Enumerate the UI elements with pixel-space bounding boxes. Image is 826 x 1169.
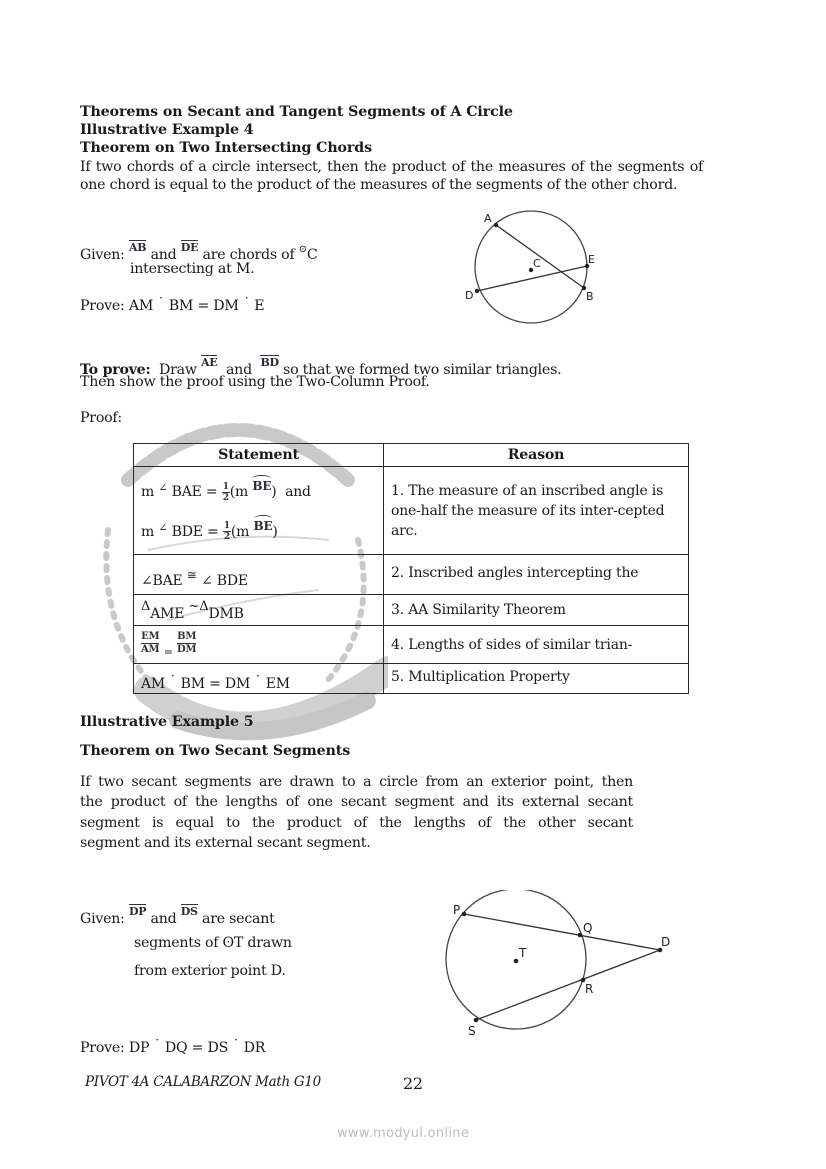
reason-text: 2. Inscribed angles intercepting the [391, 565, 639, 581]
segment-dp: DP [128, 905, 147, 918]
label-t: T [519, 946, 527, 960]
label-c: C [533, 257, 541, 270]
and-text: and [285, 484, 311, 500]
point-a [494, 223, 498, 227]
dot-icon: · [171, 669, 175, 683]
open-paren: (m [229, 484, 249, 500]
reason-cell [384, 664, 689, 694]
congruent-icon: ≅ [186, 568, 197, 582]
header-statement: Statement [134, 444, 384, 467]
and-text: and [150, 911, 177, 927]
statement-cell [134, 664, 384, 694]
reason-text: 3. AA Similarity Theorem [391, 602, 566, 618]
segment-ds: DS [180, 905, 198, 918]
statement-line [141, 519, 376, 543]
statement-cell [134, 595, 384, 626]
ratio-bm-dm [177, 631, 196, 656]
ratio-em-am [141, 631, 159, 656]
prove-term: DP [128, 1040, 150, 1056]
prove-5 [80, 1031, 265, 1057]
term: EM [265, 676, 290, 692]
triangle-icon: Δ [199, 598, 209, 614]
given-rest: are secant [202, 911, 275, 927]
website-watermark: www.modyul.online [337, 1126, 470, 1141]
to-prove-line2: Then show the proof using the Two-Column Proof. [80, 374, 430, 390]
dot-icon: · [234, 1033, 238, 1047]
secant-dp [464, 914, 660, 950]
theorem-5-statement [80, 772, 633, 853]
table-row [134, 467, 689, 555]
fraction-half [223, 521, 231, 542]
intersecting-chords-diagram [455, 205, 615, 335]
given-5 [80, 904, 275, 928]
label-s: S [468, 1024, 476, 1038]
reason-cell [384, 626, 689, 664]
numerator: BM [177, 630, 197, 642]
table-row [134, 626, 689, 664]
to-prove-rest: so that we formed two similar triangles. [283, 362, 562, 378]
example-4-heading: Illustrative Example 4 [80, 122, 254, 138]
secant-ds [476, 950, 660, 1020]
similar-icon: ~ [188, 598, 200, 614]
equals-sign: = [163, 645, 173, 659]
circle-name: C [306, 247, 318, 263]
statement-line: segment and its external secant segment. [80, 834, 371, 851]
point-s [474, 1018, 479, 1023]
given-label: Given: [80, 247, 125, 263]
term: AM [141, 676, 166, 692]
segment-ae: AE [201, 356, 218, 369]
label-q: Q [583, 921, 593, 935]
label-e: E [588, 253, 595, 266]
point-p [462, 912, 467, 917]
and-text: and [150, 247, 177, 263]
statement-cell [134, 467, 384, 555]
theorem-4-heading: Theorem on Two Intersecting Chords [80, 140, 372, 156]
numerator: 1 [223, 521, 230, 531]
denominator: AM [141, 643, 160, 655]
reason-cell [384, 467, 689, 555]
term: BM = DM [180, 676, 251, 692]
and-text: and [225, 362, 252, 378]
point-t [514, 959, 519, 964]
reason-text: 5. Multiplication Property [391, 669, 570, 685]
angle-icon: ∠ [158, 481, 168, 494]
table-row [134, 595, 689, 626]
reason-text: 1. The measure of an inscribed angle is one-half the measure of its inter-cepted arc. [391, 483, 665, 539]
example-5-heading: Illustrative Example 5 [80, 714, 254, 730]
footer-source: PIVOT 4A CALABARZON Math G10 [85, 1074, 321, 1090]
triangle-icon: Δ [141, 598, 151, 614]
denominator: 2 [222, 492, 229, 503]
prove-term: DR [243, 1040, 266, 1056]
reason-cell [384, 595, 689, 626]
arc-be: BE [252, 479, 272, 493]
angle-bde: ∠ BDE [200, 573, 248, 589]
fraction-half [222, 482, 230, 503]
label-d: D [661, 935, 671, 949]
point-q [578, 933, 583, 938]
angle-icon: ∠ [158, 520, 168, 534]
given-rest: are chords of [202, 247, 295, 263]
prove-4 [80, 289, 264, 315]
theorem-5-heading: Theorem on Two Secant Segments [80, 743, 351, 759]
label-b: B [586, 290, 594, 303]
segment-de: DE [180, 241, 199, 254]
table-row [134, 664, 689, 694]
dot-icon: · [244, 291, 249, 305]
proof-label: Proof: [80, 410, 122, 426]
given-label: Given: [80, 911, 125, 927]
label-r: R [585, 982, 594, 996]
circle-symbol-icon: ⊙ [298, 244, 307, 255]
denominator: DM [177, 643, 197, 655]
point-d [475, 289, 479, 293]
m-text: m [141, 523, 155, 540]
theorem-4-statement: If two chords of a circle intersect, then the product of the measures of the segments of one chord is equal to the product of the measures of the segments of the other chord. [80, 159, 703, 193]
prove-term: BM = DM [168, 298, 239, 314]
two-secants-diagram [435, 890, 685, 1050]
draw-text: Draw [158, 362, 197, 378]
numerator: EM [141, 630, 160, 642]
triangle-name: DMB [208, 605, 244, 622]
statement-line: If two secant segments are drawn to a circle from an exterior point, then [80, 774, 633, 790]
statement-line: the product of the lengths of one secant segment and its external secant [80, 794, 633, 811]
header-reason: Reason [384, 444, 689, 467]
segment-ab: AB [128, 241, 147, 254]
statement-line [141, 479, 376, 503]
table-row [134, 555, 689, 595]
angle-name: BAE = [171, 484, 218, 500]
angle-name: BDE = [171, 523, 219, 540]
prove-label: Prove: [80, 1040, 125, 1056]
segment-bd: BD [260, 356, 279, 369]
close-paren: ) [271, 484, 277, 500]
dot-icon: · [155, 1033, 159, 1047]
reason-cell [384, 555, 689, 595]
table-header-row [134, 444, 689, 467]
to-prove-label: To prove: [80, 362, 151, 378]
prove-term: E [254, 298, 265, 314]
statement-cell [134, 626, 384, 664]
numerator: 1 [222, 481, 229, 492]
label-d: D [465, 289, 474, 302]
label-a: A [484, 212, 492, 225]
given-4-line2: intersecting at M. [130, 261, 255, 277]
prove-label: Prove: [80, 298, 125, 314]
circle-c [475, 211, 587, 323]
dot-icon: · [159, 291, 163, 305]
reason-text: 4. Lengths of sides of similar trian- [391, 636, 633, 653]
prove-term: DQ = DS [164, 1040, 229, 1056]
two-column-proof-table [133, 443, 689, 694]
given-5-line3: from exterior point D. [134, 963, 286, 979]
main-heading: Theorems on Secant and Tangent Segments of A Circle [80, 104, 513, 120]
prove-term: AM [128, 298, 154, 314]
statement-line: segment is equal to the product of the lengths of the other secant [80, 814, 633, 831]
close-paren: ) [272, 523, 278, 540]
denominator: 2 [223, 532, 230, 542]
m-text: m [141, 484, 155, 500]
statement-cell [134, 555, 384, 595]
angle-bae: ∠BAE [141, 573, 183, 589]
dot-icon: · [256, 669, 260, 683]
triangle-name: AME [150, 605, 185, 622]
arc-be: BE [253, 518, 273, 533]
label-p: P [453, 903, 461, 917]
open-paren: (m [230, 523, 250, 540]
given-5-line2: segments of ʘT drawn [134, 935, 292, 951]
page-number: 22 [403, 1074, 423, 1093]
